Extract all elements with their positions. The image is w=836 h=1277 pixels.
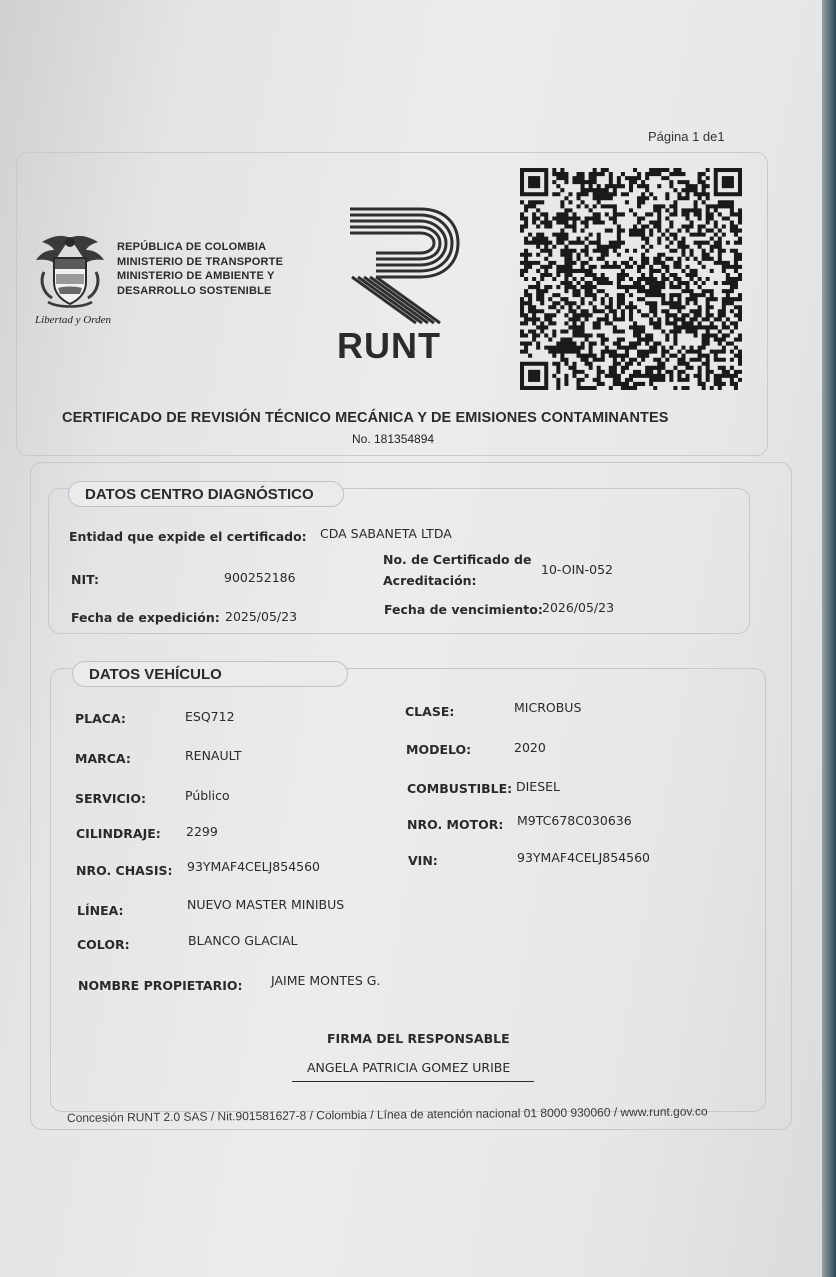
cilindraje-value: 2299: [186, 824, 218, 839]
clase-value: MICROBUS: [514, 700, 582, 715]
issue-date-label: Fecha de expedición:: [71, 610, 220, 625]
qr-code-icon: [520, 168, 742, 390]
page-number: Página 1 de1: [648, 129, 725, 144]
page-edge-shadow: [822, 0, 836, 1277]
chasis-label: NRO. CHASIS:: [76, 863, 173, 878]
footer-text: Concesión RUNT 2.0 SAS / Nit.901581627-8 / Colombia / Línea de atención nacional 01 8000 930060 / www.runt.gov.co: [66, 1104, 708, 1125]
combustible-value: DIESEL: [516, 779, 561, 794]
gov-line-4: DESARROLLO SOSTENIBLE: [117, 284, 272, 297]
vin-value: 93YMAF4CELJ854560: [517, 850, 651, 865]
accreditation-label-1: No. de Certificado de: [383, 552, 532, 567]
expiry-date-label: Fecha de vencimiento:: [384, 602, 543, 617]
marca-label: MARCA:: [75, 751, 131, 766]
clase-label: CLASE:: [405, 704, 455, 719]
placa-label: PLACA:: [75, 711, 126, 726]
accreditation-label-2: Acreditación:: [383, 573, 477, 588]
section-title-diagnostic: DATOS CENTRO DIAGNÓSTICO: [68, 481, 344, 507]
owner-value: JAIME MONTES G.: [271, 973, 381, 988]
servicio-value: Público: [185, 788, 230, 803]
modelo-label: MODELO:: [406, 742, 472, 757]
placa-value: ESQ712: [185, 709, 235, 724]
combustible-label: COMBUSTIBLE:: [407, 781, 513, 796]
certificate-title: CERTIFICADO DE REVISIÓN TÉCNICO MECÁNICA Y DE EMISIONES CONTAMINANTES: [62, 410, 669, 426]
marca-value: RENAULT: [185, 748, 242, 763]
issue-date-value: 2025/05/23: [225, 609, 298, 624]
gov-line-2: MINISTERIO DE TRANSPORTE: [117, 255, 284, 268]
signature-name: ANGELA PATRICIA GOMEZ URIBE: [307, 1060, 511, 1075]
section-title-vehicle: DATOS VEHÍCULO: [72, 661, 348, 687]
signature-label: FIRMA DEL RESPONSABLE: [327, 1031, 510, 1046]
color-value: BLANCO GLACIAL: [188, 933, 298, 948]
motor-label: NRO. MOTOR:: [407, 817, 504, 832]
emblem-motto: Libertad y Orden: [35, 314, 111, 326]
gov-line-1: REPÚBLICA DE COLOMBIA: [117, 241, 267, 253]
linea-value: NUEVO MASTER MINIBUS: [187, 897, 345, 912]
nit-value: 900252186: [224, 570, 296, 585]
nit-label: NIT:: [71, 572, 99, 587]
vin-label: VIN:: [408, 853, 438, 868]
government-entities: [117, 240, 283, 298]
entity-label: Entidad que expide el certificado:: [69, 529, 307, 544]
chasis-value: 93YMAF4CELJ854560: [187, 859, 321, 874]
color-label: COLOR:: [77, 937, 130, 952]
linea-label: LÍNEA:: [77, 903, 124, 918]
expiry-date-value: 2026/05/23: [542, 600, 615, 615]
runt-wordmark: RUNT: [337, 325, 441, 366]
entity-value: CDA SABANETA LTDA: [320, 526, 452, 541]
signature-line: [292, 1081, 534, 1082]
owner-label: NOMBRE PROPIETARIO:: [78, 978, 243, 993]
cilindraje-label: CILINDRAJE:: [76, 826, 161, 841]
modelo-value: 2020: [514, 740, 546, 755]
motor-value: M9TC678C030636: [517, 813, 632, 828]
coat-of-arms-icon: [34, 232, 106, 312]
gov-line-3: MINISTERIO DE AMBIENTE Y: [117, 270, 275, 282]
servicio-label: SERVICIO:: [75, 791, 146, 806]
certificate-number: No. 181354894: [352, 432, 435, 446]
accreditation-value: 10-OIN-052: [541, 562, 614, 577]
